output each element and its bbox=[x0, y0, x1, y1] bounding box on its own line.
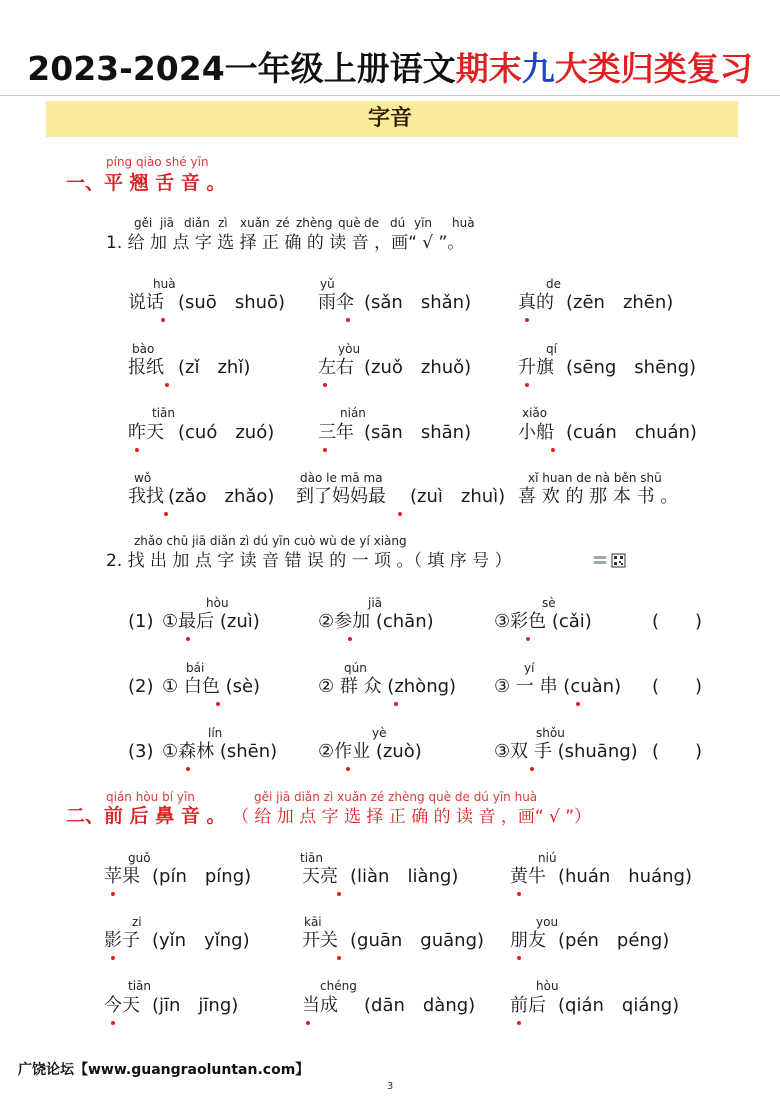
q1-item6-word: 升旗 bbox=[518, 357, 554, 378]
q1-sentence-options1: (zǎo zhǎo) bbox=[168, 486, 275, 507]
s2-item2-word: 天亮 bbox=[302, 866, 338, 887]
emphasis-dot bbox=[394, 702, 398, 706]
q2-row1-b-pinyin: jiā bbox=[368, 596, 383, 610]
q1-item1-pinyin: huà bbox=[153, 277, 176, 291]
title-divider bbox=[0, 95, 780, 96]
emphasis-dot bbox=[306, 1021, 310, 1025]
q2-row3-a-pinyin: lín bbox=[208, 726, 223, 740]
emphasis-dot bbox=[164, 512, 168, 516]
emphasis-dot bbox=[530, 767, 534, 771]
q1-item8-pinyin: nián bbox=[340, 406, 366, 420]
q2-row1-answer-blank[interactable]: ( ) bbox=[652, 611, 703, 632]
q1-item2-word: 雨伞 bbox=[318, 292, 354, 313]
q1-sentence-part2: 到了妈妈最 bbox=[296, 486, 386, 507]
q1-item5-pinyin: yòu bbox=[338, 342, 361, 356]
s2-item1-pinyin: guǒ bbox=[128, 851, 151, 865]
q1-item2-options: (sǎn shǎn) bbox=[364, 292, 472, 313]
s2-item7-options: (jīn jīng) bbox=[152, 995, 239, 1016]
s2-item1-word: 苹果 bbox=[104, 866, 140, 887]
page-title bbox=[0, 48, 780, 90]
emphasis-dot bbox=[323, 448, 327, 452]
q1-item6-pinyin: qí bbox=[546, 342, 557, 356]
section2-note-pinyin: gěi jiā diǎn zì xuǎn zé zhèng què de dú yīn huà bbox=[254, 790, 538, 804]
q1-item3-options: (zēn zhēn) bbox=[566, 292, 674, 313]
s2-item2-pinyin: tiān bbox=[300, 851, 323, 865]
s2-item2-options: (liàn liàng) bbox=[350, 866, 459, 887]
q1-item3-word: 真的 bbox=[518, 292, 554, 313]
emphasis-dot bbox=[346, 318, 350, 322]
q1-pinyin-2: jiā bbox=[160, 216, 175, 230]
q1-pinyin-7: zhèng bbox=[296, 216, 333, 230]
q1-sentence-part3: 喜 欢 的 那 本 书 。 bbox=[518, 486, 679, 507]
emphasis-dot bbox=[186, 767, 190, 771]
emphasis-dot bbox=[337, 956, 341, 960]
q2-row2-option-a: ① 白色 (sè) bbox=[162, 676, 261, 697]
q1-item6-options: (sēng shēng) bbox=[566, 357, 697, 378]
section1-pinyin: píng qiào shé yīn bbox=[106, 155, 209, 169]
s2-item8-word: 当成 bbox=[302, 995, 338, 1016]
title-part3: 九 bbox=[521, 49, 555, 88]
q2-row1-a-pinyin: hòu bbox=[206, 596, 229, 610]
q1-pinyin-5: xuǎn bbox=[240, 216, 270, 230]
title-part4: 大类归类复习 bbox=[554, 49, 753, 88]
title-part1: 2023-2024一年级上册语文 bbox=[27, 49, 456, 88]
emphasis-dot bbox=[165, 383, 169, 387]
s2-item6-options: (pén péng) bbox=[558, 930, 670, 951]
q2-row1-option-c: ③彩色 (cǎi) bbox=[494, 611, 592, 632]
s2-item3-word: 黄牛 bbox=[510, 866, 546, 887]
q1-pinyin-11: yīn bbox=[414, 216, 433, 230]
q2-row3-b-pinyin: yè bbox=[372, 726, 387, 740]
q2-row3-c-pinyin: shǒu bbox=[536, 726, 565, 740]
q2-row3-number: (3) bbox=[128, 741, 154, 762]
q1-item1-options: (suō shuō) bbox=[178, 292, 286, 313]
q2-row1-option-b: ②参加 (chān) bbox=[318, 611, 434, 632]
q1-item3-pinyin: de bbox=[546, 277, 561, 291]
q1-item9-word: 小船 bbox=[518, 422, 554, 443]
s2-item4-options: (yǐn yǐng) bbox=[152, 930, 250, 951]
emphasis-dot bbox=[346, 767, 350, 771]
s2-item9-options: (qián qiáng) bbox=[558, 995, 680, 1016]
q2-row2-option-b: ② 群 众 (zhòng) bbox=[318, 676, 457, 697]
qr-code-icon bbox=[594, 553, 626, 569]
q2-row2-answer-blank[interactable]: ( ) bbox=[652, 676, 703, 697]
q1-item8-word: 三年 bbox=[318, 422, 354, 443]
emphasis-dot bbox=[216, 702, 220, 706]
s2-item7-pinyin: tiān bbox=[128, 979, 151, 993]
emphasis-dot bbox=[526, 637, 530, 641]
q1-pinyin-3: diǎn bbox=[184, 216, 210, 230]
title-part2: 期末 bbox=[455, 49, 522, 88]
q1-sentence-part1: 我找 bbox=[128, 486, 164, 507]
s2-item3-pinyin: niú bbox=[538, 851, 557, 865]
q1-pinyin-6: zé bbox=[276, 216, 290, 230]
emphasis-dot bbox=[348, 637, 352, 641]
s2-item7-word: 今天 bbox=[104, 995, 140, 1016]
q1-pinyin-8: què bbox=[338, 216, 361, 230]
s2-item9-word: 前后 bbox=[510, 995, 546, 1016]
emphasis-dot bbox=[161, 318, 165, 322]
s2-item5-options: (guān guāng) bbox=[350, 930, 485, 951]
q2-row3-option-a: ①森林 (shēn) bbox=[162, 741, 278, 762]
q1-item5-options: (zuǒ zhuǒ) bbox=[364, 357, 472, 378]
q2-row3-option-c: ③双 手 (shuāng) bbox=[494, 741, 638, 762]
banner-title: 字音 bbox=[367, 106, 412, 131]
s2-item6-pinyin: you bbox=[536, 915, 559, 929]
emphasis-dot bbox=[517, 956, 521, 960]
q1-item7-pinyin: tiān bbox=[152, 406, 175, 420]
q2-row1-number: (1) bbox=[128, 611, 154, 632]
q1-sentence-options2: (zuì zhuì) bbox=[410, 486, 506, 507]
emphasis-dot bbox=[337, 892, 341, 896]
section2-instruction: （ 给 加 点 字 选 择 正 确 的 读 音 ，画“ √ ”） bbox=[232, 807, 592, 827]
q2-row2-number: (2) bbox=[128, 676, 154, 697]
q1-pinyin-10: dú bbox=[390, 216, 406, 230]
emphasis-dot bbox=[111, 892, 115, 896]
q1-sentence-pinyin-2: dào le mā ma bbox=[300, 471, 383, 485]
s2-item8-options: (dān dàng) bbox=[364, 995, 476, 1016]
q1-text: 1. 给 加 点 字 选 择 正 确 的 读 音 ，画“ √ ”。 bbox=[106, 233, 465, 253]
q2-row2-c-pinyin: yí bbox=[524, 661, 535, 675]
q1-item7-word: 昨天 bbox=[128, 422, 164, 443]
q1-pinyin-1: gěi bbox=[134, 216, 153, 230]
q1-sentence-pinyin-1: wǒ bbox=[134, 471, 152, 485]
q1-item4-pinyin: bào bbox=[132, 342, 155, 356]
q2-text: 2. 找 出 加 点 字 读 音 错 误 的 一 项 。（ 填 序 号 ） bbox=[106, 551, 512, 571]
q1-item9-options: (cuán chuán) bbox=[566, 422, 697, 443]
q1-item4-options: (zǐ zhǐ) bbox=[178, 357, 251, 378]
q1-item5-word: 左右 bbox=[318, 357, 354, 378]
q1-item7-options: (cuó zuó) bbox=[178, 422, 275, 443]
q1-pinyin-4: zì bbox=[218, 216, 228, 230]
q2-row2-a-pinyin: bái bbox=[186, 661, 205, 675]
s2-item3-options: (huán huáng) bbox=[558, 866, 692, 887]
emphasis-dot bbox=[517, 1021, 521, 1025]
q1-item2-pinyin: yǔ bbox=[320, 277, 335, 291]
emphasis-dot bbox=[398, 512, 402, 516]
q1-pinyin-12: huà bbox=[452, 216, 475, 230]
emphasis-dot bbox=[576, 702, 580, 706]
emphasis-dot bbox=[323, 383, 327, 387]
s2-item1-options: (pín píng) bbox=[152, 866, 252, 887]
q2-row1-option-a: ①最后 (zuì) bbox=[162, 611, 260, 632]
q1-pinyin-9: de bbox=[364, 216, 379, 230]
emphasis-dot bbox=[517, 892, 521, 896]
s2-item6-word: 朋友 bbox=[510, 930, 546, 951]
s2-item8-pinyin: chéng bbox=[320, 979, 357, 993]
s2-item9-pinyin: hòu bbox=[536, 979, 559, 993]
s2-item4-word: 影子 bbox=[104, 930, 140, 951]
emphasis-dot bbox=[111, 1021, 115, 1025]
page-number: 3 bbox=[386, 1081, 394, 1092]
q1-item9-pinyin: xiǎo bbox=[522, 406, 548, 420]
emphasis-dot bbox=[135, 448, 139, 452]
q1-sentence-pinyin-3: xǐ huan de nà běn shū bbox=[528, 471, 662, 485]
q1-item1-word: 说话 bbox=[128, 292, 164, 313]
q2-row2-option-c: ③ 一 串 (cuàn) bbox=[494, 676, 622, 697]
q1-item4-word: 报纸 bbox=[128, 357, 164, 378]
emphasis-dot bbox=[186, 637, 190, 641]
q2-row2-b-pinyin: qún bbox=[344, 661, 367, 675]
q2-row1-c-pinyin: sè bbox=[542, 596, 556, 610]
s2-item5-pinyin: kāi bbox=[304, 915, 322, 929]
section1-heading: 一、平 翘 舌 音 。 bbox=[66, 172, 226, 194]
q1-item8-options: (sān shān) bbox=[364, 422, 472, 443]
q2-row3-option-b: ②作业 (zuò) bbox=[318, 741, 422, 762]
s2-item5-word: 开关 bbox=[302, 930, 338, 951]
emphasis-dot bbox=[551, 448, 555, 452]
section2-heading: 二、前 后 鼻 音 。 bbox=[66, 805, 226, 827]
section2-pinyin: qián hòu bí yīn bbox=[106, 790, 195, 804]
footer-source: 广饶论坛【www.guangraoluntan.com】 bbox=[18, 1062, 310, 1078]
emphasis-dot bbox=[525, 318, 529, 322]
emphasis-dot bbox=[525, 383, 529, 387]
q2-row3-answer-blank[interactable]: ( ) bbox=[652, 741, 703, 762]
s2-item4-pinyin: zi bbox=[132, 915, 142, 929]
q2-pinyin: zhǎo chū jiā diǎn zì dú yīn cuò wù de yí xiàng bbox=[134, 534, 407, 548]
emphasis-dot bbox=[111, 956, 115, 960]
